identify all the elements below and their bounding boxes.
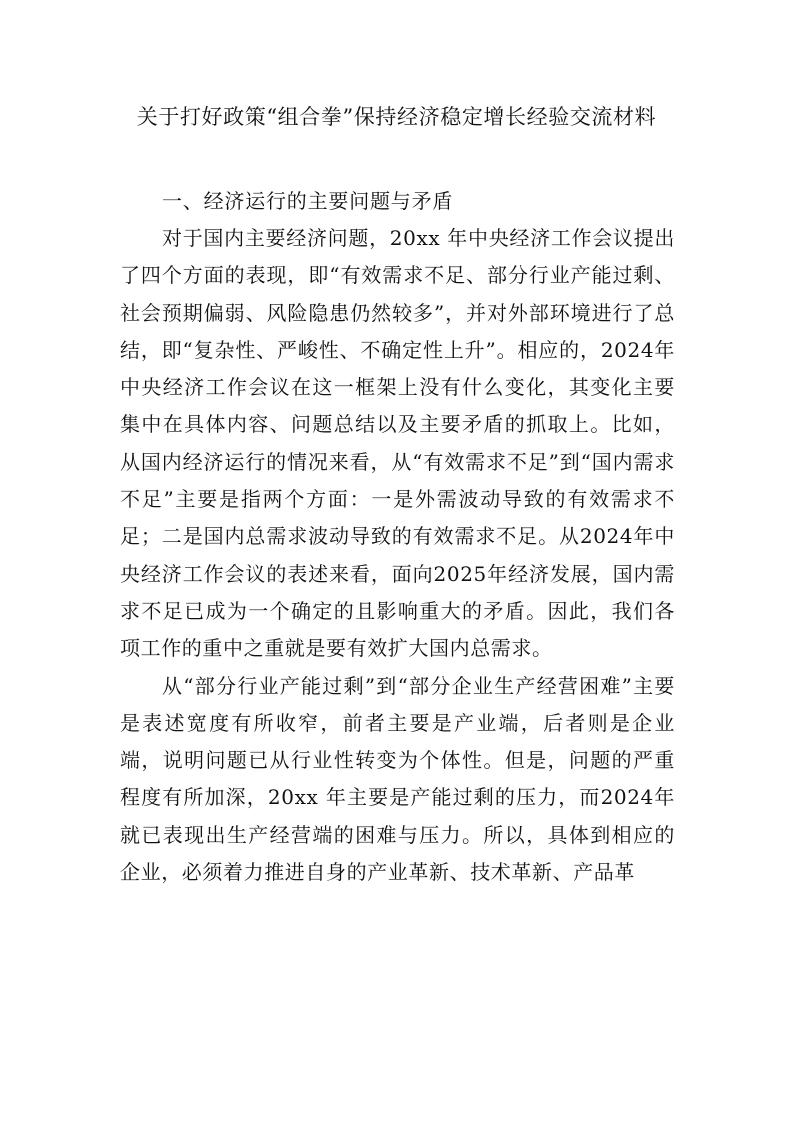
- paragraph-2: 从“部分行业产能过剩”到“部分企业生产经营困难”主要是表述宽度有所收窄，前者主要是产业端，后者则是企业端，说明问题已从行业性转变为个体性。但是，问题的严重程度有所加深，20xx 年主要是产能过剩的压力，而2024年就已表现出生产经营端的困难与压力。所以，具体到相应的企业，必须着力推进自身的产业革新、技术革新、产品革: [120, 673, 675, 885]
- document-title: 关于打好政策“组合拳”保持经济稳定增长经验交流材料: [136, 105, 657, 129]
- paragraph-1: 对于国内主要经济问题，20xx 年中央经济工作会议提出了四个方面的表现，即“有效需求不足、部分行业产能过剩、社会预期偏弱、风险隐患仍然较多”，并对外部环境进行了总结，即“复杂性、严峻性、不确定性上升”。相应的，2024年中央经济工作会议在这一框架上没有什么变化，其变化主要集中在具体内容、问题总结以及主要矛盾的抓取上。比如，从国内经济运行的情况来看，从“有效需求不足”到“国内需求不足”主要是指两个方面：一是外需波动导致的有效需求不足；二是国内总需求波动导致的有效需求不足。从2024年中央经济工作会议的表述来看，面向2025年经济发展，国内需求不足已成为一个确定的且影响重大的矛盾。因此，我们各项工作的重中之重就是要有效扩大国内总需求。: [120, 226, 675, 661]
- document-body: [120, 183, 675, 891]
- section-heading: 一、经济运行的主要问题与矛盾: [162, 189, 454, 213]
